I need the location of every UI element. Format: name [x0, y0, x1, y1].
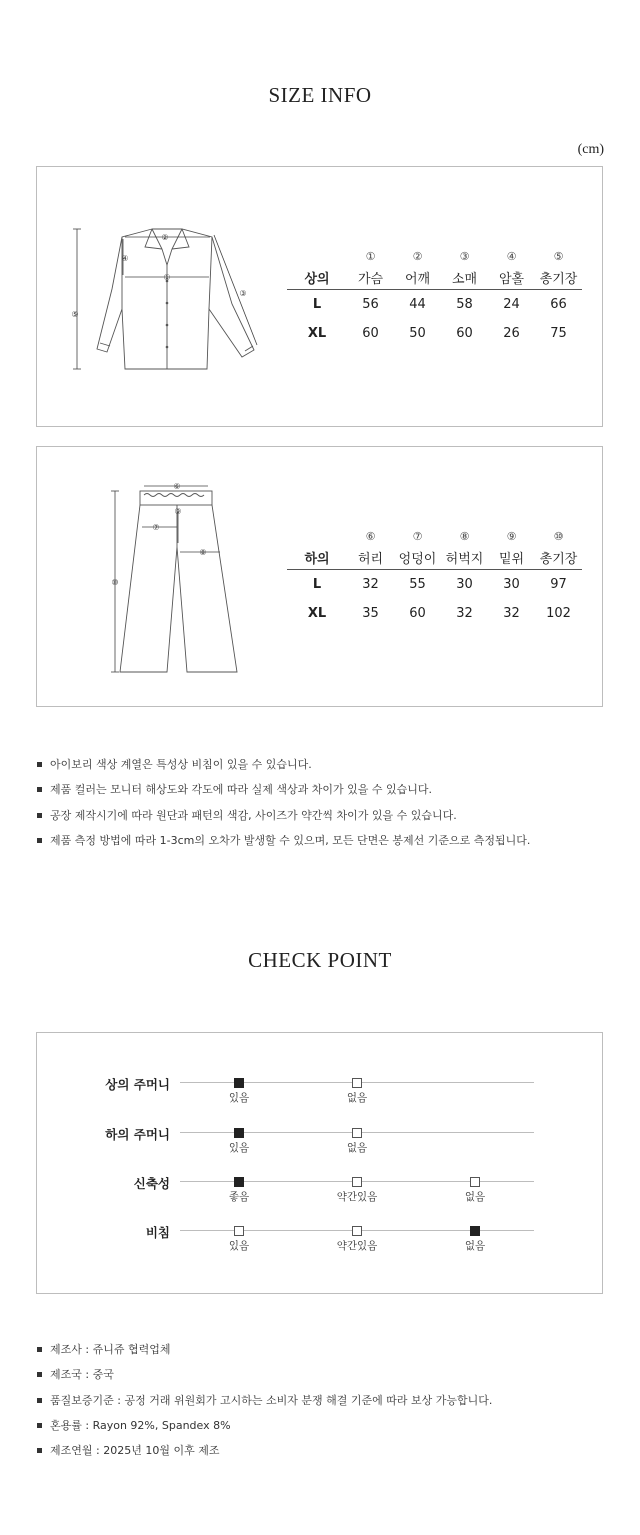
check-row-label: 하의 주머니 [105, 1127, 170, 1142]
table-row [287, 599, 582, 628]
table-cell: 75 [550, 326, 567, 341]
check-option-label: 없음 [464, 1240, 486, 1252]
column-header: 허벅지 [441, 545, 488, 570]
marker: ③ [459, 249, 470, 263]
marker: ⑤ [553, 249, 564, 263]
table-cell: 50 [409, 326, 426, 341]
diagram-marker-10: ⑩ [111, 578, 119, 587]
marker: ⑧ [459, 529, 470, 543]
column-header: 어깨 [394, 265, 441, 290]
table-cell: 35 [362, 606, 379, 621]
diagram-marker-6: ⑥ [173, 482, 181, 491]
table-cell: 32 [456, 606, 473, 621]
list-item: 혼용률 : Rayon 92%, Spandex 8% [36, 1413, 492, 1438]
check-row-bottom-pocket [37, 1128, 604, 1168]
size-label: L [312, 297, 322, 312]
size-label: XL [307, 326, 327, 341]
check-row-label: 신축성 [133, 1176, 170, 1191]
table-cell: 32 [503, 606, 520, 621]
check-point-title: CHECK POINT [248, 948, 392, 972]
check-option-label: 있음 [228, 1240, 250, 1252]
list-item: 제조국 : 중국 [36, 1362, 492, 1387]
diagram-marker-9: ⑨ [174, 507, 182, 516]
check-option-label: 없음 [346, 1092, 368, 1104]
check-point-box [36, 1032, 603, 1294]
checkbox-empty-icon [352, 1177, 362, 1187]
diagram-marker-2: ② [161, 233, 169, 242]
diagram-marker-8: ⑧ [199, 548, 207, 557]
column-header: 소매 [441, 265, 488, 290]
checkbox-empty-icon [470, 1177, 480, 1187]
pants-diagram [102, 477, 252, 682]
list-item: 제품 컬러는 모니터 해상도와 각도에 따라 실제 색상과 차이가 있을 수 있습니다. [36, 777, 530, 802]
column-header: 암홀 [488, 265, 535, 290]
check-option-label: 없음 [464, 1191, 486, 1203]
list-item: 제조사 : 쥬니쥬 협력업체 [36, 1337, 492, 1362]
checkbox-filled-icon [470, 1226, 480, 1236]
table-cell: 56 [362, 297, 379, 312]
check-option-label: 없음 [346, 1142, 368, 1154]
column-header: 가슴 [347, 265, 394, 290]
list-item: 제조연월 : 2025년 10월 이후 제조 [36, 1438, 492, 1463]
table-cell: 60 [456, 326, 473, 341]
table-row [287, 319, 582, 348]
list-item: 품질보증기준 : 공정 거래 위원회가 고시하는 소비자 분쟁 해결 기준에 따라 보상 가능합니다. [36, 1388, 492, 1413]
check-row-transparency [37, 1226, 604, 1266]
table-header-label: 하의 [287, 545, 347, 570]
check-option [194, 1177, 284, 1204]
size-notes-list [36, 752, 530, 853]
column-header: 밑위 [488, 545, 535, 570]
checkbox-filled-icon [234, 1128, 244, 1138]
check-option [194, 1128, 284, 1155]
checkbox-empty-icon [352, 1078, 362, 1088]
check-option [312, 1128, 402, 1155]
checkbox-empty-icon [234, 1226, 244, 1236]
table-row [287, 570, 582, 600]
marker: ⑩ [553, 529, 564, 543]
diagram-marker-4: ④ [121, 254, 129, 263]
table-cell: 30 [456, 577, 473, 592]
table-cell: 30 [503, 577, 520, 592]
column-header: 총기장 [535, 265, 582, 290]
table-cell: 66 [550, 297, 567, 312]
diagram-marker-3: ③ [239, 289, 247, 298]
list-item: 제품 측정 방법에 따라 1-3cm의 오차가 발생할 수 있으며, 모든 단면은 봉제선 기준으로 측정됩니다. [36, 828, 530, 853]
table-cell: 97 [550, 577, 567, 592]
unit-label: (cm) [577, 142, 604, 157]
check-option [312, 1078, 402, 1105]
check-option-label: 약간있음 [336, 1191, 378, 1203]
size-label: XL [307, 606, 327, 621]
shirt-diagram [67, 219, 317, 379]
table-row [287, 290, 582, 320]
marker: ⑦ [412, 529, 423, 543]
table-cell: 58 [456, 297, 473, 312]
column-header: 엉덩이 [394, 545, 441, 570]
check-row-label: 상의 주머니 [105, 1077, 170, 1092]
diagram-marker-5: ⑤ [71, 310, 79, 319]
marker: ② [412, 249, 423, 263]
checkbox-filled-icon [234, 1177, 244, 1187]
check-option [430, 1177, 520, 1204]
marker: ④ [506, 249, 517, 263]
check-option [430, 1226, 520, 1253]
top-size-table [287, 247, 582, 348]
table-cell: 44 [409, 297, 426, 312]
table-cell: 60 [409, 606, 426, 621]
bottom-size-table [287, 527, 582, 628]
diagram-marker-1: ① [163, 273, 171, 282]
table-header-label: 상의 [287, 265, 347, 290]
checkbox-empty-icon [352, 1128, 362, 1138]
check-option-label: 있음 [228, 1142, 250, 1154]
check-row-top-pocket [37, 1078, 604, 1118]
check-option-label: 좋음 [228, 1191, 250, 1203]
check-option-label: 있음 [228, 1092, 250, 1104]
table-cell: 32 [362, 577, 379, 592]
size-info-title: SIZE INFO [268, 83, 372, 107]
table-cell: 24 [503, 297, 520, 312]
table-cell: 26 [503, 326, 520, 341]
marker: ⑨ [506, 529, 517, 543]
check-option [194, 1226, 284, 1253]
table-cell: 102 [546, 606, 571, 621]
check-option [312, 1177, 402, 1204]
bottom-size-box [36, 446, 603, 707]
marker: ⑥ [365, 529, 376, 543]
list-item: 아이보리 색상 계열은 특성상 비침이 있을 수 있습니다. [36, 752, 530, 777]
diagram-marker-7: ⑦ [152, 523, 160, 532]
check-option-label: 약간있음 [336, 1240, 378, 1252]
table-cell: 60 [362, 326, 379, 341]
check-option [312, 1226, 402, 1253]
product-info-list [36, 1337, 492, 1463]
check-option [194, 1078, 284, 1105]
column-header: 총기장 [535, 545, 582, 570]
check-row-label: 비침 [145, 1225, 170, 1240]
top-size-box [36, 166, 603, 427]
list-item: 공장 제작시기에 따라 원단과 패턴의 색감, 사이즈가 약간씩 차이가 있을 수 있습니다. [36, 803, 530, 828]
checkbox-empty-icon [352, 1226, 362, 1236]
column-header: 허리 [347, 545, 394, 570]
table-cell: 55 [409, 577, 426, 592]
checkbox-filled-icon [234, 1078, 244, 1088]
marker: ① [365, 249, 376, 263]
check-row-stretch [37, 1177, 604, 1217]
size-label: L [312, 577, 322, 592]
